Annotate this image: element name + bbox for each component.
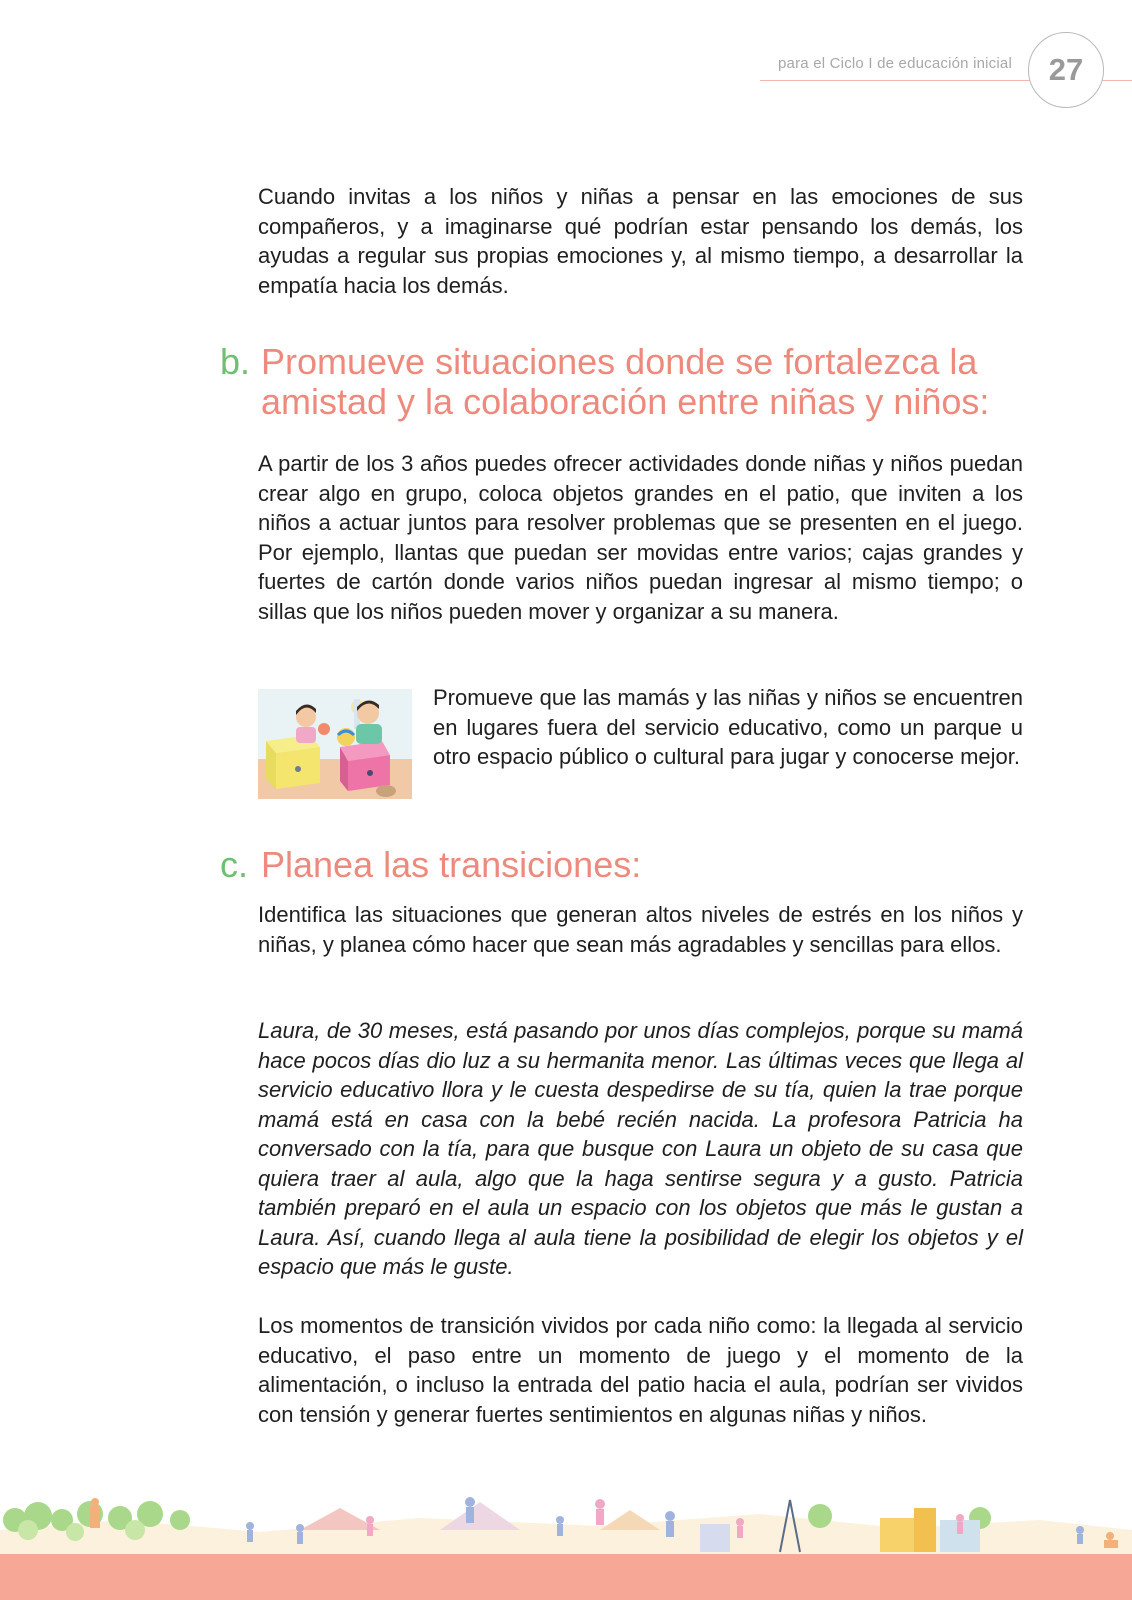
section-b-letter: b. xyxy=(220,341,251,382)
section-c-title: Planea las transiciones: xyxy=(261,844,642,885)
section-c-example: Laura, de 30 meses, está pasando por unos días complejos, porque su mamá hace pocos días dio luz a su hermanita menor. Las últimas veces que llega al servicio educativo llora y le cuesta despedirse de su tía, quien la trae porque mamá está en casa con la bebé recién nacida. La profesora Patricia ha conversado con la tía, para que busque con Laura un objeto de su casa que quiera traer al aula, algo que la haga sentirse segura y a gusto. Patricia también preparó en el aula un espacio con los objetos que más le gustan a Laura. Así, cuando llega al aula tiene la posibilidad de elegir los objetos y el espacio que más le guste. xyxy=(258,1018,1023,1279)
section-b-heading xyxy=(220,342,1040,422)
section-c-closing: Los momentos de transición vividos por cada niño como: la llegada al servicio educativo, el paso entre un momento de juego y el momento de la alimentación, o incluso la entrada del patio hacia el aula, podrían ser vividos con tensión y generar fuertes sentimientos en algunas niñas y niños. xyxy=(258,1313,1023,1427)
running-title: para el Ciclo I de educación inicial xyxy=(778,55,1012,72)
footer-band xyxy=(0,1554,1132,1600)
section-b-side-paragraph: Promueve que las mamás y las niñas y niños se encuentren en lugares fuera del servicio educativo, como un parque u otro espacio público o cultural para jugar y conocerse mejor. xyxy=(433,685,1023,769)
section-c-letter: c. xyxy=(220,844,249,885)
section-b-paragraph: A partir de los 3 años puedes ofrecer actividades donde niñas y niños puedan crear algo en grupo, coloca objetos grandes en el patio, que inviten a los niños a actuar juntos para resolver problemas que se presenten en el juego. Por ejemplo, llantas que puedan ser movidas entre varios; cajas grandes y fuertes de cartón donde varios niños puedan ingresar al mismo tiempo; o sillas que los niños pueden mover y organizar a su manera. xyxy=(258,451,1023,624)
children-playing-in-boxes-icon xyxy=(258,689,412,799)
section-b-title: Promueve situaciones donde se fortalezca la amistad y la colaboración entre niñas y niños: xyxy=(261,341,990,422)
intro-paragraph: Cuando invitas a los niños y niñas a pensar en las emociones de sus compañeros, y a imaginarse qué podrían estar pensando los demás, los ayudas a regular sus propias emociones y, al mismo tiempo, a desarrollar la empatía hacia los demás. xyxy=(258,184,1023,298)
community-scene-icon xyxy=(0,1490,1132,1556)
page-number: 27 xyxy=(1028,32,1104,108)
section-c-heading xyxy=(220,845,1040,885)
section-c-paragraph: Identifica las situaciones que generan altos niveles de estrés en los niños y niñas, y planea cómo hacer que sean más agradables y sencillas para ellos. xyxy=(258,902,1023,957)
